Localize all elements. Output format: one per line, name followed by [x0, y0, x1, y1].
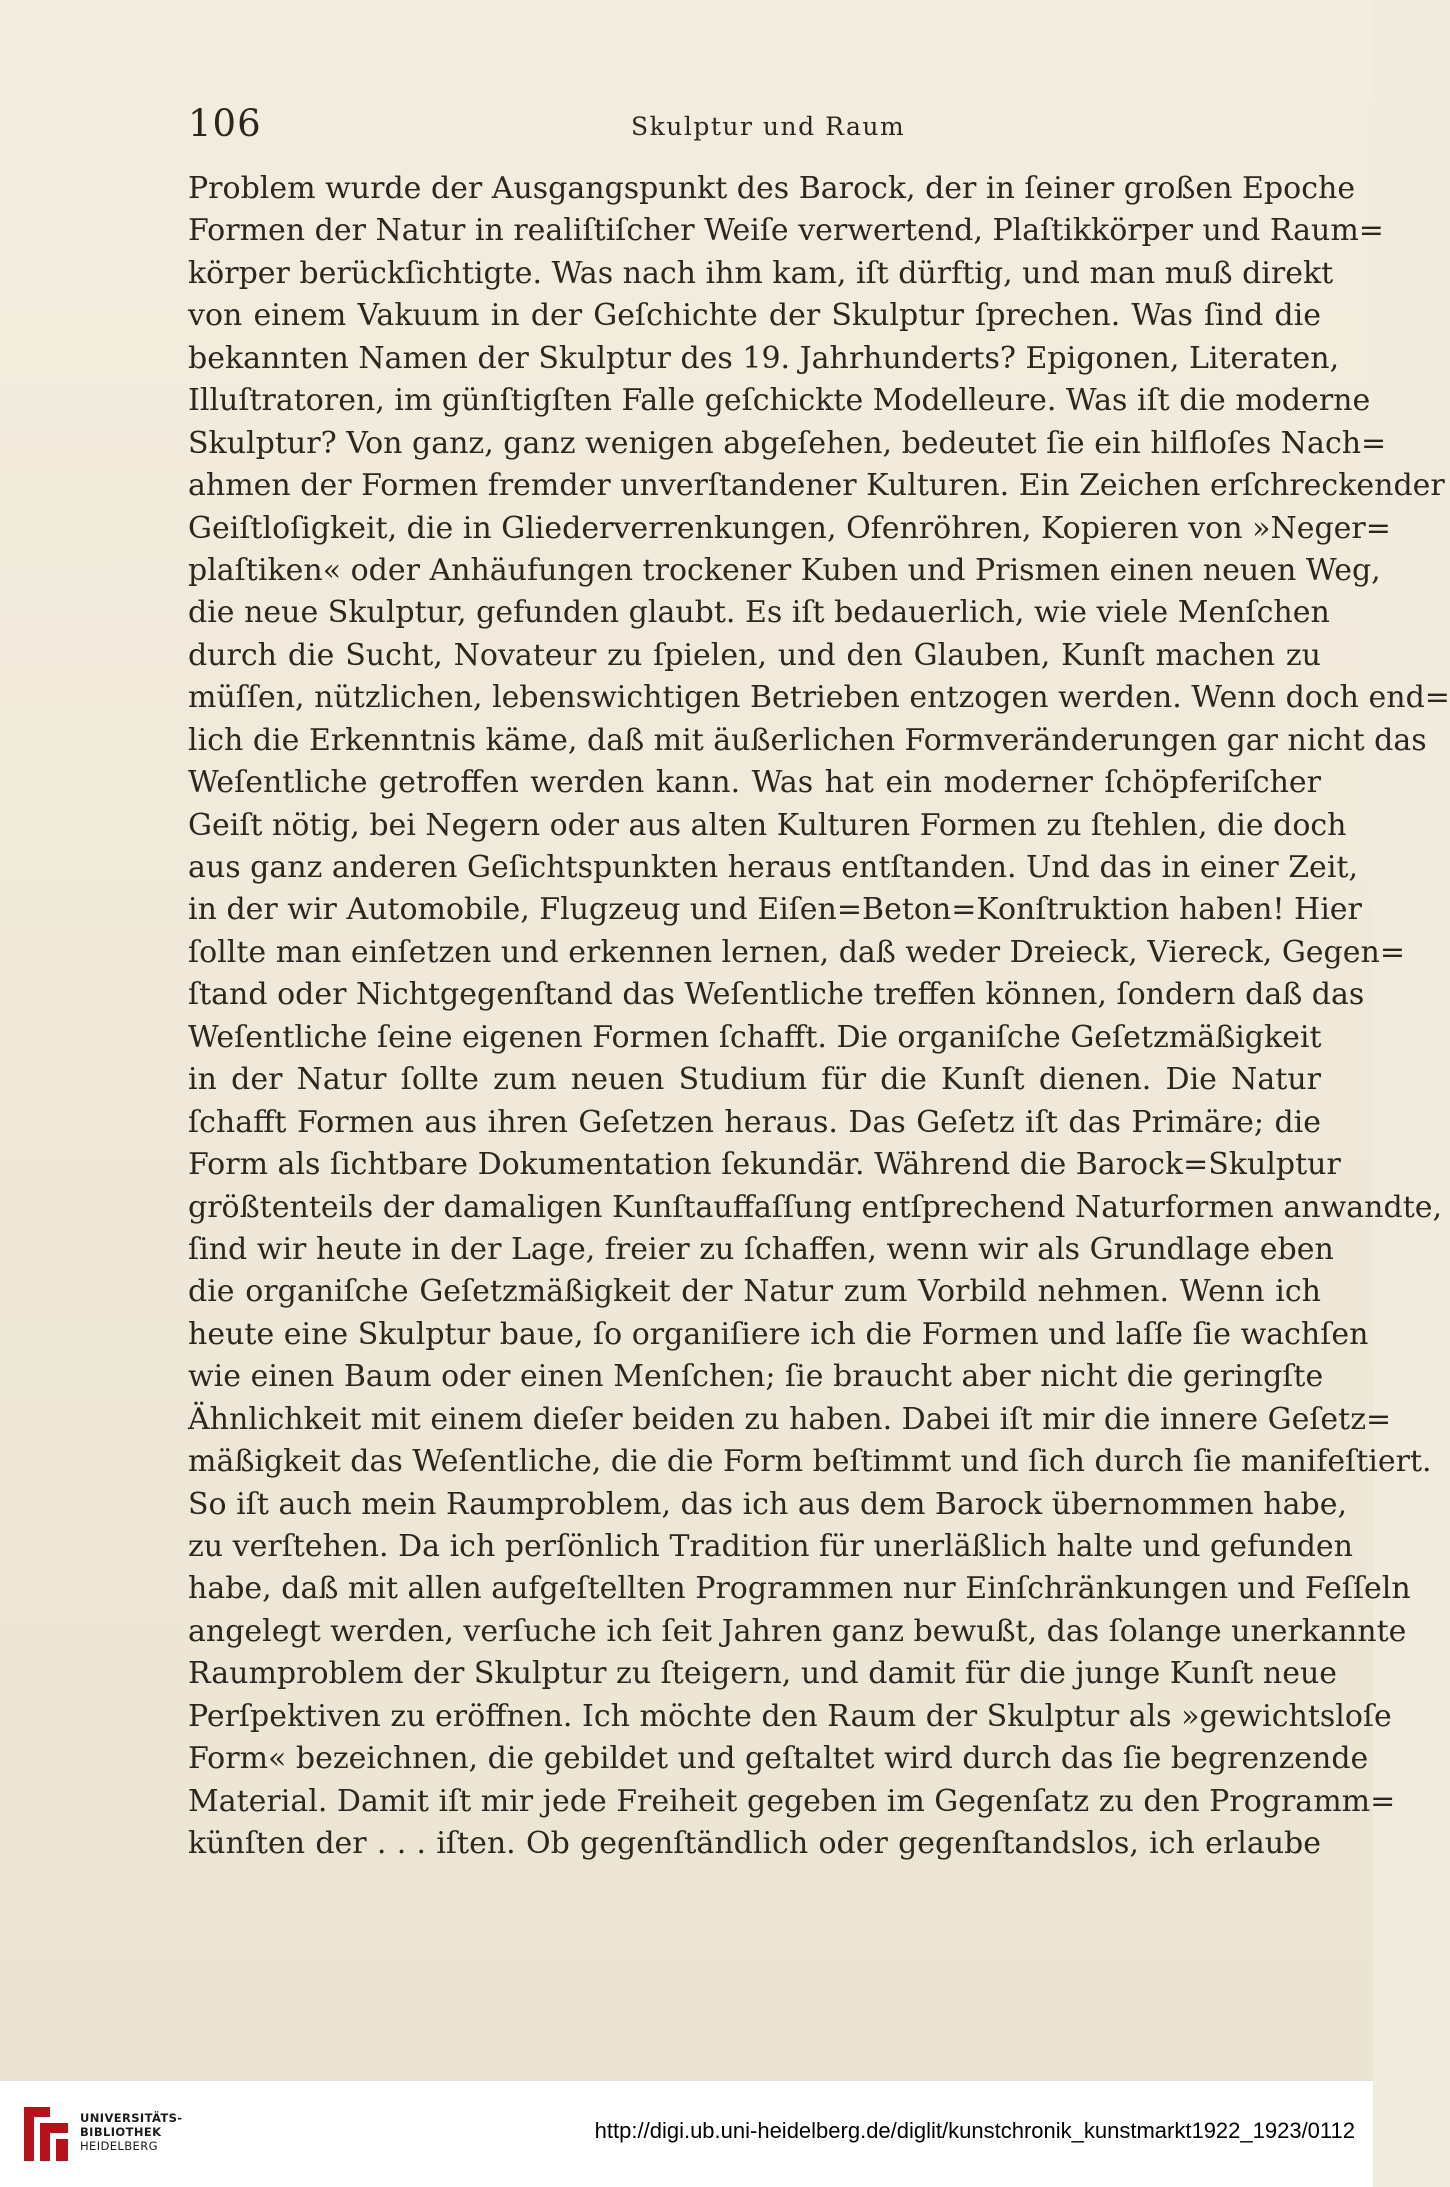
text-line: Raumproblem der Skulptur zu ſteigern, und damit für die junge Kunſt neue: [188, 1656, 1338, 1692]
text-line: ahmen der Formen fremder unverſtandener Kulturen. Ein Zeichen erſchreckender: [188, 468, 1445, 504]
text-line: die organiſche Geſetzmäßigkeit der Natur zum Vorbild nehmen. Wenn ich: [188, 1274, 1321, 1310]
text-line: Formen der Natur in realiſtiſcher Weiſe verwertend, Plaſtikkörper und Raum=: [188, 213, 1384, 249]
body-text: [188, 168, 1450, 1866]
library-name-line: UNIVERSITÄTS-: [80, 2111, 183, 2125]
source-url-link[interactable]: http://digi.ub.uni-heidelberg.de/diglit/kunstchronik_kunstmarkt1922_1923/0112: [594, 2118, 1355, 2143]
text-line: ſind wir heute in der Lage, freier zu ſchaffen, wenn wir als Grundlage eben: [188, 1231, 1334, 1267]
text-line: ſchafft Formen aus ihren Geſetzen heraus. Das Geſetz iſt das Primäre; die: [188, 1104, 1321, 1140]
library-name: [80, 2111, 182, 2153]
text-line: So iſt auch mein Raumproblem, das ich aus dem Barock übernommen habe,: [188, 1486, 1347, 1522]
library-logo-icon: [20, 2103, 72, 2165]
text-line: habe, daß mit allen aufgeſtellten Programmen nur Einſchränkungen und Feſſeln: [188, 1571, 1411, 1607]
page-number: 106: [188, 102, 262, 145]
text-line: zu verſtehen. Da ich perſönlich Tradition für unerläßlich halte und gefunden: [188, 1529, 1353, 1564]
text-line: Weſentliche getroffen werden kann. Was hat ein moderner ſchöpferiſcher: [188, 765, 1321, 801]
text-line: ſtand oder Nichtgegenſtand das Weſentliche treffen können, ſondern daß das: [188, 977, 1365, 1013]
library-name-line: BIBLIOTHEK: [80, 2125, 162, 2139]
page-header: [188, 102, 1321, 150]
running-head: Skulptur und Raum: [631, 112, 906, 141]
text-line: heute eine Skulptur baue, ſo organiſiere ich die Formen und laſſe ſie wachſen: [188, 1316, 1369, 1352]
text-line: müſſen, nützlichen, lebenswichtigen Betrieben entzogen werden. Wenn doch end=: [188, 680, 1450, 716]
text-line: körper berückſichtigte. Was nach ihm kam, iſt dürftig, und man muß direkt: [188, 255, 1334, 291]
text-line: Problem wurde der Ausgangspunkt des Barock, der in ſeiner großen Epoche: [188, 171, 1356, 206]
text-line: angelegt werden, verſuche ich ſeit Jahren ganz bewußt, das ſolange unerkannte: [188, 1613, 1407, 1649]
text-line: Material. Damit iſt mir jede Freiheit gegeben im Gegenſatz zu den Programm=: [188, 1783, 1396, 1819]
text-line: lich die Erkenntnis käme, daß mit äußerlichen Formveränderungen gar nicht das: [188, 722, 1427, 758]
text-line: durch die Sucht, Novateur zu ſpielen, und den Glauben, Kunſt machen zu: [188, 637, 1321, 673]
text-line: bekannten Namen der Skulptur des 19. Jahrhunderts? Epigonen, Literaten,: [188, 340, 1340, 376]
text-line: Geiſtloſigkeit, die in Gliederverrenkungen, Ofenröhren, Kopieren von »Neger=: [188, 510, 1391, 546]
text-line: die neue Skulptur, gefunden glaubt. Es iſt bedauerlich, wie viele Menſchen: [188, 595, 1330, 631]
library-name-line: HEIDELBERG: [80, 2139, 158, 2153]
text-line: von einem Vakuum in der Geſchichte der Skulptur ſprechen. Was ſind die: [188, 298, 1321, 334]
text-line: ſollte man einſetzen und erkennen lernen, daß weder Dreieck, Viereck, Gegen=: [188, 934, 1405, 970]
text-line: Weſentliche ſeine eigenen Formen ſchafft. Die organiſche Geſetzmäßigkeit: [188, 1019, 1322, 1055]
text-line: größtenteils der damaligen Kunſtauffaſſung entſprechend Naturformen anwandte,: [188, 1189, 1443, 1225]
text-line: plaſtiken« oder Anhäufungen trockener Kuben und Prismen einen neuen Weg,: [188, 552, 1381, 588]
text-line: Form als ſichtbare Dokumentation ſekundär. Während die Barock=Skulptur: [188, 1147, 1341, 1183]
digitization-footer: [0, 2080, 1373, 2187]
text-line: mäßigkeit das Weſentliche, die die Form beſtimmt und ſich durch ſie manifeſtiert.: [188, 1444, 1432, 1480]
text-line: aus ganz anderen Geſichtspunkten heraus entſtanden. Und das in einer Zeit,: [188, 850, 1358, 885]
text-line: in der wir Automobile, Flugzeug und Eiſen=Beton=Konſtruktion haben! Hier: [188, 892, 1362, 928]
text-line: Illuſtratoren, im günſtigſten Falle geſchickte Modelleure. Was iſt die moderne: [188, 383, 1371, 419]
text-line: Perſpektiven zu eröffnen. Ich möchte den Raum der Skulptur als »gewichtsloſe: [188, 1698, 1392, 1734]
text-line: künſten der . . . iſten. Ob gegenſtändlich oder gegenſtandslos, ich erlaube: [188, 1826, 1321, 1862]
text-line: Form« bezeichnen, die gebildet und geſtaltet wird durch das ſie begrenzende: [188, 1741, 1369, 1777]
text-line: in der Natur ſollte zum neuen Studium für die Kunſt dienen. Die Natur: [188, 1062, 1321, 1098]
text-line: Skulptur? Von ganz, ganz wenigen abgeſehen, bedeutet ſie ein hilfloſes Nach=: [188, 425, 1387, 461]
text-line: wie einen Baum oder einen Menſchen; ſie braucht aber nicht die geringſte: [188, 1359, 1324, 1395]
text-line: Geiſt nötig, bei Negern oder aus alten Kulturen Formen zu ſtehlen, die doch: [188, 807, 1347, 843]
text-line: Ähnlichkeit mit einem dieſer beiden zu haben. Dabei iſt mir die innere Geſetz=: [188, 1401, 1392, 1437]
